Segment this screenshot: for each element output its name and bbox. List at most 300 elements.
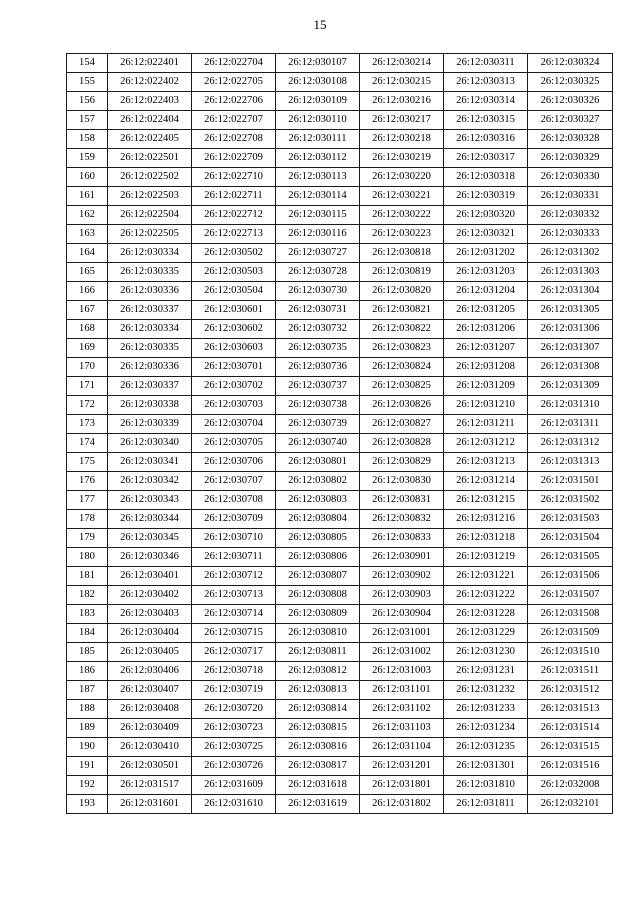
cadastral-number-cell: 26:12:022708 xyxy=(192,130,276,149)
cadastral-number-cell: 26:12:030822 xyxy=(360,320,444,339)
table-row xyxy=(67,130,613,149)
cadastral-number-cell: 26:12:031211 xyxy=(444,415,528,434)
row-number-cell: 180 xyxy=(67,548,108,567)
table-row xyxy=(67,453,613,472)
cadastral-number-cell: 26:12:030737 xyxy=(276,377,360,396)
cadastral-number-cell: 26:12:030820 xyxy=(360,282,444,301)
cadastral-number-cell: 26:12:030331 xyxy=(528,187,613,206)
cadastral-number-cell: 26:12:031230 xyxy=(444,643,528,662)
table-row xyxy=(67,567,613,586)
cadastral-number-cell: 26:12:030222 xyxy=(360,206,444,225)
cadastral-number-cell: 26:12:030320 xyxy=(444,206,528,225)
cadastral-number-cell: 26:12:030727 xyxy=(276,244,360,263)
cadastral-number-cell: 26:12:030805 xyxy=(276,529,360,548)
cadastral-number-cell: 26:12:032008 xyxy=(528,776,613,795)
cadastral-number-cell: 26:12:031231 xyxy=(444,662,528,681)
cadastral-number-cell: 26:12:030601 xyxy=(192,301,276,320)
row-number-cell: 186 xyxy=(67,662,108,681)
cadastral-number-cell: 26:12:031310 xyxy=(528,396,613,415)
cadastral-number-cell: 26:12:030806 xyxy=(276,548,360,567)
cadastral-number-cell: 26:12:030402 xyxy=(108,586,192,605)
cadastral-number-cell: 26:12:030726 xyxy=(192,757,276,776)
cadastral-number-cell: 26:12:030405 xyxy=(108,643,192,662)
cadastral-number-cell: 26:12:030332 xyxy=(528,206,613,225)
table-row xyxy=(67,415,613,434)
cadastral-number-cell: 26:12:031306 xyxy=(528,320,613,339)
cadastral-number-cell: 26:12:022711 xyxy=(192,187,276,206)
cadastral-number-cell: 26:12:030713 xyxy=(192,586,276,605)
cadastral-number-cell: 26:12:031304 xyxy=(528,282,613,301)
cadastral-number-cell: 26:12:022713 xyxy=(192,225,276,244)
cadastral-number-cell: 26:12:031213 xyxy=(444,453,528,472)
cadastral-number-cell: 26:12:031313 xyxy=(528,453,613,472)
table-row xyxy=(67,738,613,757)
cadastral-number-cell: 26:12:030337 xyxy=(108,377,192,396)
row-number-cell: 162 xyxy=(67,206,108,225)
cadastral-number-cell: 26:12:030329 xyxy=(528,149,613,168)
row-number-cell: 189 xyxy=(67,719,108,738)
cadastral-number-cell: 26:12:030217 xyxy=(360,111,444,130)
cadastral-number-cell: 26:12:030311 xyxy=(444,54,528,73)
cadastral-number-cell: 26:12:030408 xyxy=(108,700,192,719)
cadastral-number-cell: 26:12:031212 xyxy=(444,434,528,453)
table-row xyxy=(67,757,613,776)
row-number-cell: 192 xyxy=(67,776,108,795)
row-number-cell: 165 xyxy=(67,263,108,282)
cadastral-number-cell: 26:12:031210 xyxy=(444,396,528,415)
cadastral-number-cell: 26:12:031610 xyxy=(192,795,276,814)
cadastral-number-cell: 26:12:030403 xyxy=(108,605,192,624)
cadastral-number-cell: 26:12:030345 xyxy=(108,529,192,548)
row-number-cell: 158 xyxy=(67,130,108,149)
cadastral-number-cell: 26:12:030324 xyxy=(528,54,613,73)
cadastral-number-cell: 26:12:030715 xyxy=(192,624,276,643)
cadastral-number-cell: 26:12:030216 xyxy=(360,92,444,111)
cadastral-number-cell: 26:12:030114 xyxy=(276,187,360,206)
cadastral-number-cell: 26:12:031308 xyxy=(528,358,613,377)
cadastral-number-cell: 26:12:030504 xyxy=(192,282,276,301)
cadastral-number-cell: 26:12:022712 xyxy=(192,206,276,225)
cadastral-number-cell: 26:12:030711 xyxy=(192,548,276,567)
cadastral-number-cell: 26:12:030814 xyxy=(276,700,360,719)
cadastral-number-cell: 26:12:031507 xyxy=(528,586,613,605)
row-number-cell: 161 xyxy=(67,187,108,206)
cadastral-number-cell: 26:12:030801 xyxy=(276,453,360,472)
cadastral-number-cell: 26:12:030809 xyxy=(276,605,360,624)
cadastral-number-cell: 26:12:031618 xyxy=(276,776,360,795)
cadastral-number-cell: 26:12:030815 xyxy=(276,719,360,738)
table-row xyxy=(67,434,613,453)
cadastral-number-cell: 26:12:031234 xyxy=(444,719,528,738)
cadastral-number-cell: 26:12:031511 xyxy=(528,662,613,681)
cadastral-number-cell: 26:12:030326 xyxy=(528,92,613,111)
cadastral-number-cell: 26:12:030804 xyxy=(276,510,360,529)
cadastral-number-cell: 26:12:030812 xyxy=(276,662,360,681)
cadastral-number-cell: 26:12:030725 xyxy=(192,738,276,757)
table-row xyxy=(67,795,613,814)
row-number-cell: 163 xyxy=(67,225,108,244)
cadastral-number-cell: 26:12:030811 xyxy=(276,643,360,662)
cadastral-number-cell: 26:12:030218 xyxy=(360,130,444,149)
cadastral-number-cell: 26:12:031501 xyxy=(528,472,613,491)
cadastral-number-cell: 26:12:030337 xyxy=(108,301,192,320)
row-number-cell: 177 xyxy=(67,491,108,510)
row-number-cell: 169 xyxy=(67,339,108,358)
row-number-cell: 156 xyxy=(67,92,108,111)
cadastral-number-cell: 26:12:030328 xyxy=(528,130,613,149)
page-number: 15 xyxy=(313,17,327,32)
cadastral-number-cell: 26:12:030319 xyxy=(444,187,528,206)
cadastral-number-cell: 26:12:031102 xyxy=(360,700,444,719)
row-number-cell: 157 xyxy=(67,111,108,130)
cadastral-number-cell: 26:12:030407 xyxy=(108,681,192,700)
row-number-cell: 190 xyxy=(67,738,108,757)
row-number-cell: 188 xyxy=(67,700,108,719)
cadastral-number-cell: 26:12:030717 xyxy=(192,643,276,662)
row-number-cell: 164 xyxy=(67,244,108,263)
table-row xyxy=(67,282,613,301)
cadastral-number-cell: 26:12:030404 xyxy=(108,624,192,643)
cadastral-number-cell: 26:12:031216 xyxy=(444,510,528,529)
cadastral-number-cell: 26:12:030603 xyxy=(192,339,276,358)
cadastral-number-cell: 26:12:030215 xyxy=(360,73,444,92)
cadastral-number-cell: 26:12:030223 xyxy=(360,225,444,244)
cadastral-number-cell: 26:12:022501 xyxy=(108,149,192,168)
cadastral-number-cell: 26:12:030115 xyxy=(276,206,360,225)
cadastral-number-cell: 26:12:030827 xyxy=(360,415,444,434)
cadastral-number-cell: 26:12:022710 xyxy=(192,168,276,187)
table-row xyxy=(67,263,613,282)
table-row xyxy=(67,700,613,719)
cadastral-number-cell: 26:12:030401 xyxy=(108,567,192,586)
cadastral-number-cell: 26:12:030333 xyxy=(528,225,613,244)
cadastral-number-cell: 26:12:030343 xyxy=(108,491,192,510)
cadastral-number-cell: 26:12:031232 xyxy=(444,681,528,700)
cadastral-number-cell: 26:12:031517 xyxy=(108,776,192,795)
table-row xyxy=(67,662,613,681)
cadastral-number-cell: 26:12:030738 xyxy=(276,396,360,415)
table-row xyxy=(67,339,613,358)
row-number-cell: 182 xyxy=(67,586,108,605)
cadastral-number-cell: 26:12:030336 xyxy=(108,358,192,377)
cadastral-number-cell: 26:12:030342 xyxy=(108,472,192,491)
cadastral-number-cell: 26:12:031305 xyxy=(528,301,613,320)
cadastral-number-cell: 26:12:031001 xyxy=(360,624,444,643)
table-row xyxy=(67,719,613,738)
cadastral-number-cell: 26:12:031201 xyxy=(360,757,444,776)
cadastral-number-cell: 26:12:022401 xyxy=(108,54,192,73)
cadastral-number-cell: 26:12:030818 xyxy=(360,244,444,263)
cadastral-number-cell: 26:12:031506 xyxy=(528,567,613,586)
cadastral-number-cell: 26:12:031802 xyxy=(360,795,444,814)
cadastral-number-cell: 26:12:030825 xyxy=(360,377,444,396)
cadastral-number-cell: 26:12:030219 xyxy=(360,149,444,168)
cadastral-number-cell: 26:12:022503 xyxy=(108,187,192,206)
cadastral-number-cell: 26:12:030706 xyxy=(192,453,276,472)
cadastral-number-cell: 26:12:031202 xyxy=(444,244,528,263)
cadastral-number-cell: 26:12:030112 xyxy=(276,149,360,168)
cadastral-number-cell: 26:12:030344 xyxy=(108,510,192,529)
cadastral-number-cell: 26:12:030821 xyxy=(360,301,444,320)
table-row xyxy=(67,111,613,130)
table-body xyxy=(67,54,613,814)
cadastral-number-cell: 26:12:031219 xyxy=(444,548,528,567)
table-row xyxy=(67,244,613,263)
cadastral-number-cell: 26:12:031503 xyxy=(528,510,613,529)
row-number-cell: 172 xyxy=(67,396,108,415)
cadastral-number-cell: 26:12:030831 xyxy=(360,491,444,510)
cadastral-number-cell: 26:12:030346 xyxy=(108,548,192,567)
row-number-cell: 191 xyxy=(67,757,108,776)
cadastral-number-cell: 26:12:030318 xyxy=(444,168,528,187)
table-row xyxy=(67,624,613,643)
row-number-cell: 178 xyxy=(67,510,108,529)
cadastral-number-cell: 26:12:022705 xyxy=(192,73,276,92)
row-number-cell: 181 xyxy=(67,567,108,586)
cadastral-number-cell: 26:12:030710 xyxy=(192,529,276,548)
cadastral-number-cell: 26:12:030503 xyxy=(192,263,276,282)
cadastral-number-cell: 26:12:030826 xyxy=(360,396,444,415)
row-number-cell: 187 xyxy=(67,681,108,700)
cadastral-number-cell: 26:12:031514 xyxy=(528,719,613,738)
cadastral-number-cell: 26:12:031214 xyxy=(444,472,528,491)
cadastral-number-cell: 26:12:031811 xyxy=(444,795,528,814)
cadastral-number-cell: 26:12:030703 xyxy=(192,396,276,415)
cadastral-number-cell: 26:12:030339 xyxy=(108,415,192,434)
cadastral-number-cell: 26:12:030709 xyxy=(192,510,276,529)
cadastral-number-cell: 26:12:031228 xyxy=(444,605,528,624)
cadastral-number-cell: 26:12:031801 xyxy=(360,776,444,795)
cadastral-number-cell: 26:12:030731 xyxy=(276,301,360,320)
row-number-cell: 174 xyxy=(67,434,108,453)
row-number-cell: 154 xyxy=(67,54,108,73)
cadastral-number-cell: 26:12:030740 xyxy=(276,434,360,453)
cadastral-number-cell: 26:12:031505 xyxy=(528,548,613,567)
cadastral-number-cell: 26:12:031502 xyxy=(528,491,613,510)
table-row xyxy=(67,149,613,168)
cadastral-number-cell: 26:12:030736 xyxy=(276,358,360,377)
cadastral-number-cell: 26:12:030313 xyxy=(444,73,528,92)
cadastral-number-cell: 26:12:031205 xyxy=(444,301,528,320)
cadastral-number-cell: 26:12:030824 xyxy=(360,358,444,377)
cadastral-number-cell: 26:12:030830 xyxy=(360,472,444,491)
cadastral-number-cell: 26:12:031207 xyxy=(444,339,528,358)
cadastral-number-cell: 26:12:030502 xyxy=(192,244,276,263)
cadastral-number-cell: 26:12:032101 xyxy=(528,795,613,814)
cadastral-number-cell: 26:12:030810 xyxy=(276,624,360,643)
cadastral-number-cell: 26:12:031235 xyxy=(444,738,528,757)
cadastral-number-cell: 26:12:030107 xyxy=(276,54,360,73)
cadastral-number-cell: 26:12:030602 xyxy=(192,320,276,339)
cadastral-number-cell: 26:12:022402 xyxy=(108,73,192,92)
cadastral-number-cell: 26:12:022706 xyxy=(192,92,276,111)
table-row xyxy=(67,73,613,92)
table-row xyxy=(67,377,613,396)
row-number-cell: 160 xyxy=(67,168,108,187)
cadastral-number-cell: 26:12:031221 xyxy=(444,567,528,586)
cadastral-number-cell: 26:12:030718 xyxy=(192,662,276,681)
cadastral-number-cell: 26:12:022709 xyxy=(192,149,276,168)
row-number-cell: 171 xyxy=(67,377,108,396)
cadastral-number-cell: 26:12:030720 xyxy=(192,700,276,719)
cadastral-number-cell: 26:12:031204 xyxy=(444,282,528,301)
row-number-cell: 193 xyxy=(67,795,108,814)
table-row xyxy=(67,605,613,624)
row-number-cell: 184 xyxy=(67,624,108,643)
table-row xyxy=(67,529,613,548)
cadastral-number-cell: 26:12:030321 xyxy=(444,225,528,244)
table-row xyxy=(67,301,613,320)
cadastral-number-cell: 26:12:031311 xyxy=(528,415,613,434)
cadastral-number-cell: 26:12:031309 xyxy=(528,377,613,396)
cadastral-number-cell: 26:12:030221 xyxy=(360,187,444,206)
cadastral-number-cell: 26:12:030214 xyxy=(360,54,444,73)
cadastral-number-cell: 26:12:030732 xyxy=(276,320,360,339)
row-number-cell: 185 xyxy=(67,643,108,662)
table-row xyxy=(67,187,613,206)
row-number-cell: 168 xyxy=(67,320,108,339)
cadastral-number-cell: 26:12:031209 xyxy=(444,377,528,396)
cadastral-number-cell: 26:12:022405 xyxy=(108,130,192,149)
table-row xyxy=(67,396,613,415)
table-row xyxy=(67,92,613,111)
cadastral-number-cell: 26:12:030317 xyxy=(444,149,528,168)
cadastral-number-cell: 26:12:030330 xyxy=(528,168,613,187)
cadastral-number-cell: 26:12:031208 xyxy=(444,358,528,377)
cadastral-number-cell: 26:12:031312 xyxy=(528,434,613,453)
cadastral-number-cell: 26:12:030340 xyxy=(108,434,192,453)
cadastral-number-cell: 26:12:030334 xyxy=(108,244,192,263)
cadastral-number-cell: 26:12:031810 xyxy=(444,776,528,795)
cadastral-number-cell: 26:12:031510 xyxy=(528,643,613,662)
cadastral-number-cell: 26:12:030707 xyxy=(192,472,276,491)
table-row xyxy=(67,168,613,187)
cadastral-number-cell: 26:12:030334 xyxy=(108,320,192,339)
cadastral-number-cell: 26:12:030113 xyxy=(276,168,360,187)
cadastral-number-cell: 26:12:031229 xyxy=(444,624,528,643)
cadastral-number-cell: 26:12:031002 xyxy=(360,643,444,662)
table-row xyxy=(67,776,613,795)
cadastral-number-cell: 26:12:031104 xyxy=(360,738,444,757)
cadastral-number-cell: 26:12:030501 xyxy=(108,757,192,776)
cadastral-number-cell: 26:12:030701 xyxy=(192,358,276,377)
cadastral-number-cell: 26:12:030803 xyxy=(276,491,360,510)
cadastral-number-cell: 26:12:030828 xyxy=(360,434,444,453)
cadastral-number-cell: 26:12:031101 xyxy=(360,681,444,700)
row-number-cell: 167 xyxy=(67,301,108,320)
cadastral-number-cell: 26:12:030111 xyxy=(276,130,360,149)
cadastral-number-cell: 26:12:030335 xyxy=(108,339,192,358)
cadastral-number-cell: 26:12:030108 xyxy=(276,73,360,92)
cadastral-number-cell: 26:12:030327 xyxy=(528,111,613,130)
cadastral-number-cell: 26:12:031215 xyxy=(444,491,528,510)
cadastral-number-cell: 26:12:022707 xyxy=(192,111,276,130)
cadastral-number-cell: 26:12:030705 xyxy=(192,434,276,453)
cadastral-number-cell: 26:12:030338 xyxy=(108,396,192,415)
cadastral-number-cell: 26:12:030341 xyxy=(108,453,192,472)
cadastral-number-cell: 26:12:030719 xyxy=(192,681,276,700)
cadastral-number-cell: 26:12:030730 xyxy=(276,282,360,301)
table-row xyxy=(67,548,613,567)
cadastral-number-cell: 26:12:030110 xyxy=(276,111,360,130)
cadastral-number-cell: 26:12:031601 xyxy=(108,795,192,814)
cadastral-number-cell: 26:12:030832 xyxy=(360,510,444,529)
table-row xyxy=(67,491,613,510)
cadastral-number-cell: 26:12:030819 xyxy=(360,263,444,282)
cadastral-number-cell: 26:12:031619 xyxy=(276,795,360,814)
cadastral-number-cell: 26:12:030808 xyxy=(276,586,360,605)
cadastral-number-cell: 26:12:030335 xyxy=(108,263,192,282)
cadastral-number-cell: 26:12:030739 xyxy=(276,415,360,434)
cadastral-number-cell: 26:12:031203 xyxy=(444,263,528,282)
table-row xyxy=(67,320,613,339)
cadastral-number-cell: 26:12:031206 xyxy=(444,320,528,339)
cadastral-number-cell: 26:12:030714 xyxy=(192,605,276,624)
cadastral-number-cell: 26:12:030116 xyxy=(276,225,360,244)
cadastral-number-cell: 26:12:030704 xyxy=(192,415,276,434)
cadastral-number-cell: 26:12:030314 xyxy=(444,92,528,111)
table-row xyxy=(67,206,613,225)
cadastral-number-cell: 26:12:030712 xyxy=(192,567,276,586)
cadastral-number-cell: 26:12:022505 xyxy=(108,225,192,244)
cadastral-number-cell: 26:12:030823 xyxy=(360,339,444,358)
table-row xyxy=(67,643,613,662)
cadastral-number-cell: 26:12:031222 xyxy=(444,586,528,605)
cadastral-number-cell: 26:12:031233 xyxy=(444,700,528,719)
row-number-cell: 155 xyxy=(67,73,108,92)
cadastral-number-cell: 26:12:030728 xyxy=(276,263,360,282)
cadastral-number-cell: 26:12:030409 xyxy=(108,719,192,738)
cadastral-number-cell: 26:12:030802 xyxy=(276,472,360,491)
cadastral-number-cell: 26:12:030406 xyxy=(108,662,192,681)
cadastral-number-cell: 26:12:030901 xyxy=(360,548,444,567)
cadastral-number-cell: 26:12:030813 xyxy=(276,681,360,700)
cadastral-number-cell: 26:12:031516 xyxy=(528,757,613,776)
cadastral-number-cell: 26:12:030833 xyxy=(360,529,444,548)
table-row xyxy=(67,472,613,491)
cadastral-number-cell: 26:12:030220 xyxy=(360,168,444,187)
row-number-cell: 166 xyxy=(67,282,108,301)
table-row xyxy=(67,510,613,529)
cadastral-number-cell: 26:12:031504 xyxy=(528,529,613,548)
cadastral-number-cell: 26:12:022502 xyxy=(108,168,192,187)
row-number-cell: 176 xyxy=(67,472,108,491)
cadastral-number-cell: 26:12:031003 xyxy=(360,662,444,681)
cadastral-number-cell: 26:12:031301 xyxy=(444,757,528,776)
cadastral-number-cell: 26:12:022504 xyxy=(108,206,192,225)
cadastral-number-cell: 26:12:030903 xyxy=(360,586,444,605)
cadastral-number-cell: 26:12:022403 xyxy=(108,92,192,111)
cadastral-number-cell: 26:12:031303 xyxy=(528,263,613,282)
cadastral-number-cell: 26:12:031302 xyxy=(528,244,613,263)
cadastral-number-cell: 26:12:030723 xyxy=(192,719,276,738)
cadastral-number-cell: 26:12:030817 xyxy=(276,757,360,776)
cadastral-number-table xyxy=(66,53,613,814)
cadastral-number-cell: 26:12:030410 xyxy=(108,738,192,757)
cadastral-number-cell: 26:12:031512 xyxy=(528,681,613,700)
cadastral-number-cell: 26:12:030316 xyxy=(444,130,528,149)
row-number-cell: 173 xyxy=(67,415,108,434)
table-row xyxy=(67,54,613,73)
cadastral-number-cell: 26:12:031513 xyxy=(528,700,613,719)
cadastral-number-cell: 26:12:031509 xyxy=(528,624,613,643)
row-number-cell: 183 xyxy=(67,605,108,624)
cadastral-number-cell: 26:12:030336 xyxy=(108,282,192,301)
cadastral-number-cell: 26:12:031218 xyxy=(444,529,528,548)
row-number-cell: 175 xyxy=(67,453,108,472)
table-row xyxy=(67,358,613,377)
row-number-cell: 170 xyxy=(67,358,108,377)
